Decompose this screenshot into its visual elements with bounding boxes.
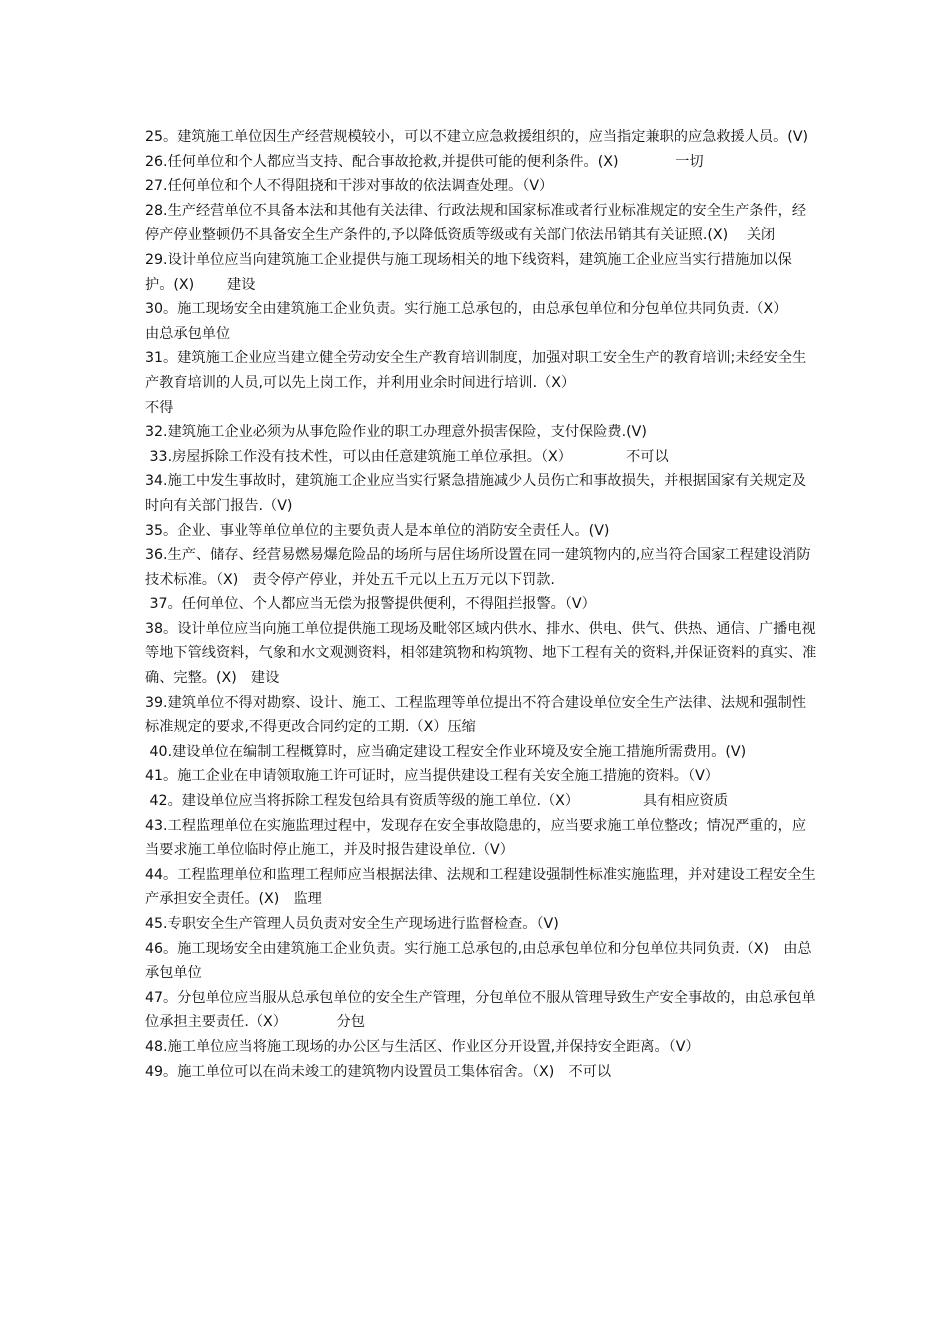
- question-43: 43.工程监理单位在实施监理过程中，发现存在安全事故隐患的，应当要求施工单位整改；情况严重的，应当要求施工单位临时停止施工，并及时报告建设单位.（V）: [145, 817, 807, 859]
- question-46: 46。施工现场安全由建筑施工企业负责。实行施工总承包的,由总承包单位和分包单位共同负责.（X) 由总承包单位: [145, 940, 812, 982]
- question-34: 34.施工中发生事故时，建筑施工企业应当实行紧急措施减少人员伤亡和事故损失，并根据国家有关规定及时向有关部门报告.（V): [145, 473, 807, 514]
- question-49: 49。施工单位可以在尚未竣工的建筑物内设置员工集体宿舍。（X) 不可以: [145, 1063, 612, 1080]
- question-36: 36.生产、储存、经营易燃易爆危险品的场所与居住场所设置在同一建筑物内的,应当符合国家工程建设消防技术标准。（X) 责令停产停业，并处五千元以上五万元以下罚款.: [145, 547, 811, 588]
- question-44: 44。工程监理单位和监理工程师应当根据法律、法规和工程建设强制性标准实施监理，并对建设工程安全生产承担安全责任。(X) 监理: [145, 866, 816, 908]
- question-25: 25。建筑施工单位因生产经营规模较小，可以不建立应急救援组织的，应当指定兼职的应急救援人员。(V): [145, 129, 809, 145]
- question-32: 32.建筑施工企业必须为从事危险作业的职工办理意外损害保险，支付保险费.(V): [145, 424, 647, 441]
- question-45: 45.专职安全生产管理人员负责对安全生产现场进行监督检查。（V): [145, 916, 559, 932]
- question-26: 26.任何单位和个人都应当支持、配合事故抢救,并提供可能的便利条件。(X) 一切: [145, 153, 704, 170]
- question-48: 48.施工单位应当将施工现场的办公区与生活区、作业区分开设置,并保持安全距离。（V）: [145, 1038, 700, 1055]
- question-31: 31。建筑施工企业应当建立健全劳动安全生产教育培训制度，加强对职工安全生产的教育培训;未经安全生产教育培训的人员,可以先上岗工作，并利用业余时间进行培训.（X） 不得: [145, 350, 807, 416]
- question-30: 30。施工现场安全由建筑施工企业负责。实行施工总承包的，由总承包单位和分包单位共同负责.（X） 由总承包单位: [145, 301, 856, 342]
- question-37: 37。任何单位、个人都应当无偿为报警提供便利，不得阻拦报警。（V）: [145, 596, 596, 613]
- question-47: 47。分包单位应当服从总承包单位的安全生产管理，分包单位不服从管理导致生产安全事故的，由总承包单位承担主要责任.（X） 分包: [145, 989, 816, 1031]
- question-list: [145, 125, 856, 1084]
- question-41: 41。施工企业在申请领取施工许可证时，应当提供建设工程有关安全施工措施的资料。（V）: [145, 768, 719, 785]
- question-40: 40.建设单位在编制工程概算时，应当确定建设工程安全作业环境及安全施工措施所需费用。(V): [145, 743, 747, 760]
- question-29: 29.设计单位应当向建筑施工企业提供与施工现场相关的地下线资料，建筑施工企业应当实行措施加以保护。(X) 建设: [145, 251, 792, 293]
- question-35: 35。企业、事业等单位单位的主要负责人是本单位的消防安全责任人。(V): [145, 522, 610, 539]
- question-38: 38。设计单位应当向施工单位提供施工现场及毗邻区域内供水、排水、供电、供气、供热、通信、广播电视等地下管线资料，气象和水文观测资料，相邻建筑物和构筑物、地下工程有关的资料,并保证资料的真实、准确、完整。(X) 建设: [145, 620, 817, 687]
- question-28: 28.生产经营单位不具备本法和其他有关法律、行政法规和国家标准或者行业标准规定的安全生产条件，经停产停业整顿仍不具备安全生产条件的,予以降低资质等级或有关部门依法吊销其有关证照.(X) 关闭: [145, 202, 807, 244]
- question-42: 42。建设单位应当将拆除工程发包给具有资质等级的施工单位.（X） 具有相应资质: [145, 793, 729, 810]
- question-39: 39.建筑单位不得对勘察、设计、施工、工程监理等单位提出不符合建设单位安全生产法律、法规和强制性标准规定的要求,不得更改合同约定的工期.（X）压缩: [145, 694, 807, 736]
- question-33: 33.房屋拆除工作没有技术性，可以由任意建筑施工单位承担。（X） 不可以: [145, 448, 669, 465]
- question-27: 27.任何单位和个人不得阻挠和干涉对事故的依法调查处理。（V）: [145, 178, 554, 195]
